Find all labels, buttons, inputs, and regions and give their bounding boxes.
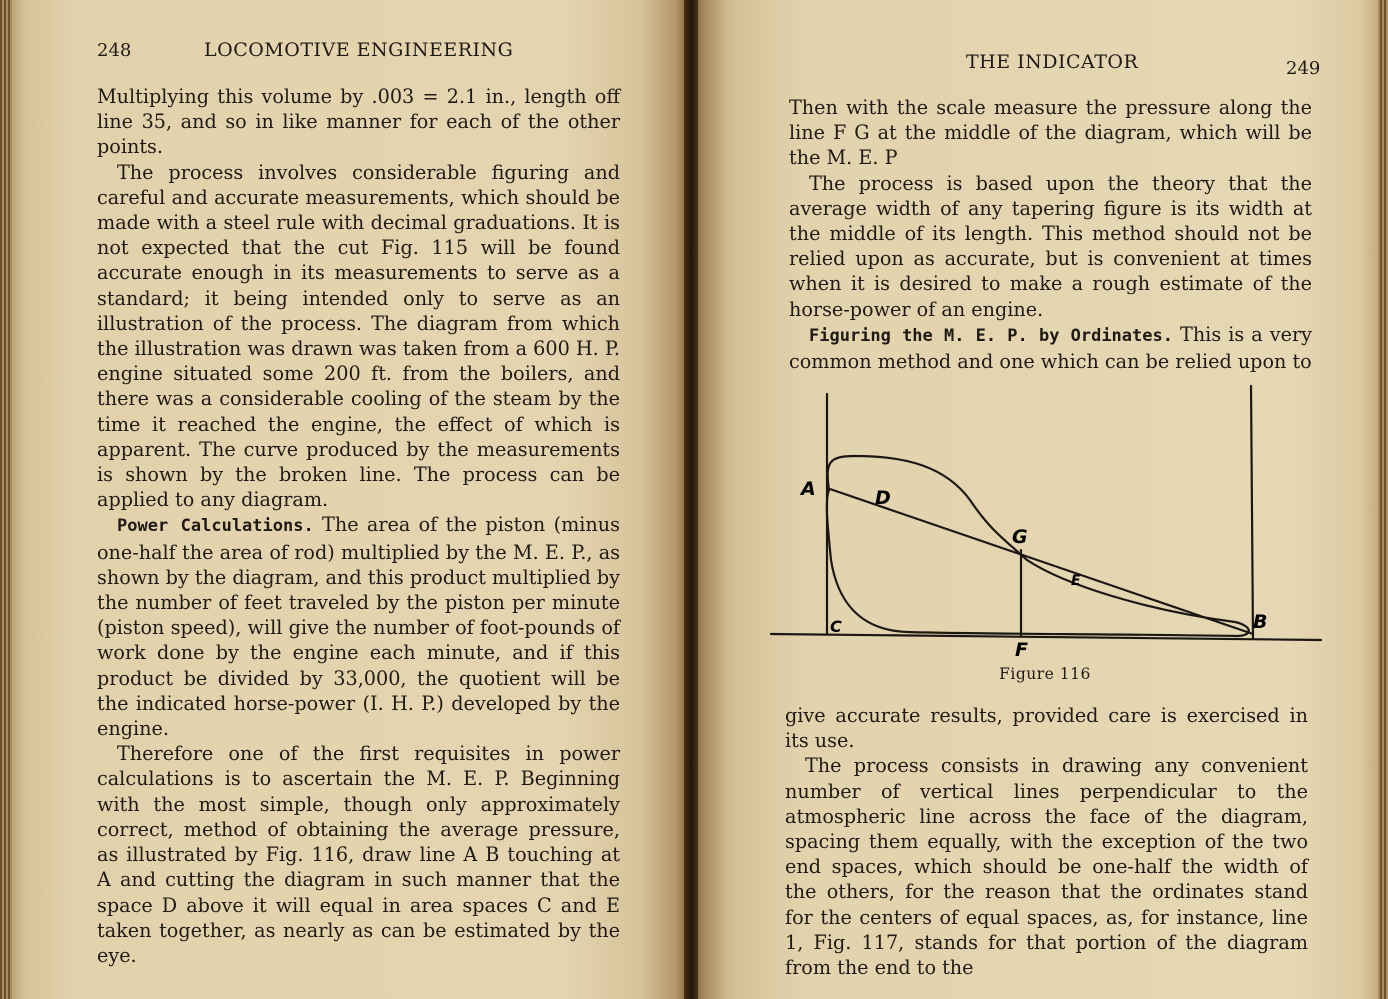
paragraph: The process is based upon the theory that the average width of any tapering figure is its width at the middle of its length. This method should not be relied upon as accurate, but is convenient at times when it is desired to make a rough estimate of the horse-power of an engine.	[789, 171, 1312, 321]
paragraph-text: The area of the piston (minus one-half the area of rod) multiplied by the M. E. P., as shown by the diagram, and this product multiplied by the number of feet traveled by the piston per minute (piston speed), will give the number of foot-pounds of work done by the engine each minute, and if this product be divided by 33,000, the quotient will be the indicated horse-power (I. H. P.) developed by the engine.	[97, 513, 621, 741]
paragraph: Therefore one of the first requisites in power calculations is to ascertain the M. E. P. Beginning with the most simple, though only approximately correct, method of obtaining the average pressure, as illustrated by Fig. 116, draw line A B touching at A and cutting the diagram in such manner that the space D above it will equal in area spaces C and E taken together, as nearly as can be estimated by the eye.	[97, 742, 620, 967]
paragraph-continuation: give accurate results, provided care is exercised in its use.	[785, 704, 1308, 753]
page-number-left: 248	[97, 40, 132, 61]
paragraph: Then with the scale measure the pressure along the line F G at the middle of the diagram, which will be the M. E. P	[789, 96, 1312, 170]
running-head-right: THE INDICATOR	[966, 51, 1139, 73]
left-text-column	[97, 84, 620, 968]
right-text-column-bottom	[785, 703, 1308, 980]
label-c: C	[830, 617, 842, 636]
paragraph: The process involves considerable figuring and careful and accurate measurements, which should be made with a steel rule with decimal graduations. It is not expected that the cut Fig. 115 will be found accurate enough in its measurements to serve as a standard; it being intended only to serve as an illustration of the process. The diagram from which the illustration was drawn was taken from a 600 H. P. engine situated some 200 ft. from the boilers, and there was a considerable cooling of the steam by the time it reached the engine, the effect of which is apparent. The curve produced by the measurements is shown by the broken line. The process can be applied to any diagram.	[97, 160, 620, 512]
right-text-column-top	[789, 95, 1312, 374]
label-g: G	[1012, 526, 1028, 548]
right-vertical-line	[1251, 386, 1253, 638]
label-e: E	[1071, 573, 1081, 589]
diagram-curve	[827, 456, 1249, 636]
section-heading: Power Calculations.	[117, 516, 314, 537]
label-f: F	[1015, 639, 1028, 660]
running-head-left: LOCOMOTIVE ENGINEERING	[204, 39, 514, 61]
page-edges-right	[1378, 0, 1388, 999]
label-a: A	[801, 478, 816, 500]
page-number-right: 249	[1286, 58, 1321, 79]
page-edges-left	[0, 0, 12, 999]
book-spine	[684, 0, 698, 999]
paragraph	[789, 322, 1312, 374]
paragraph: Multiplying this volume by .003 = 2.1 in., length off line 35, and so in like manner for each of the other points.	[97, 85, 620, 159]
figure-116-diagram	[765, 380, 1325, 660]
section-heading: Figuring the M. E. P. by Ordinates.	[809, 325, 1173, 346]
figure-caption: Figure 116	[999, 665, 1091, 683]
line-ab	[827, 488, 1253, 634]
paragraph-text: This is a very common method and one which can be relied upon to	[789, 322, 1312, 374]
label-b: B	[1253, 611, 1268, 633]
indicator-diagram-svg	[765, 380, 1325, 660]
label-d: D	[875, 487, 891, 509]
paragraph	[97, 512, 620, 741]
left-page	[0, 0, 690, 999]
paragraph: The process consists in drawing any convenient number of vertical lines perpendicular to the atmospheric line across the face of the diagram, spacing them equally, with the exception of the two end spaces, which should be one-half the width of the others, for the reason that the ordinates stand for the centers of equal spaces, as, for instance, line 1, Fig. 117, stands for that portion of the diagram from the end to the	[785, 754, 1308, 980]
